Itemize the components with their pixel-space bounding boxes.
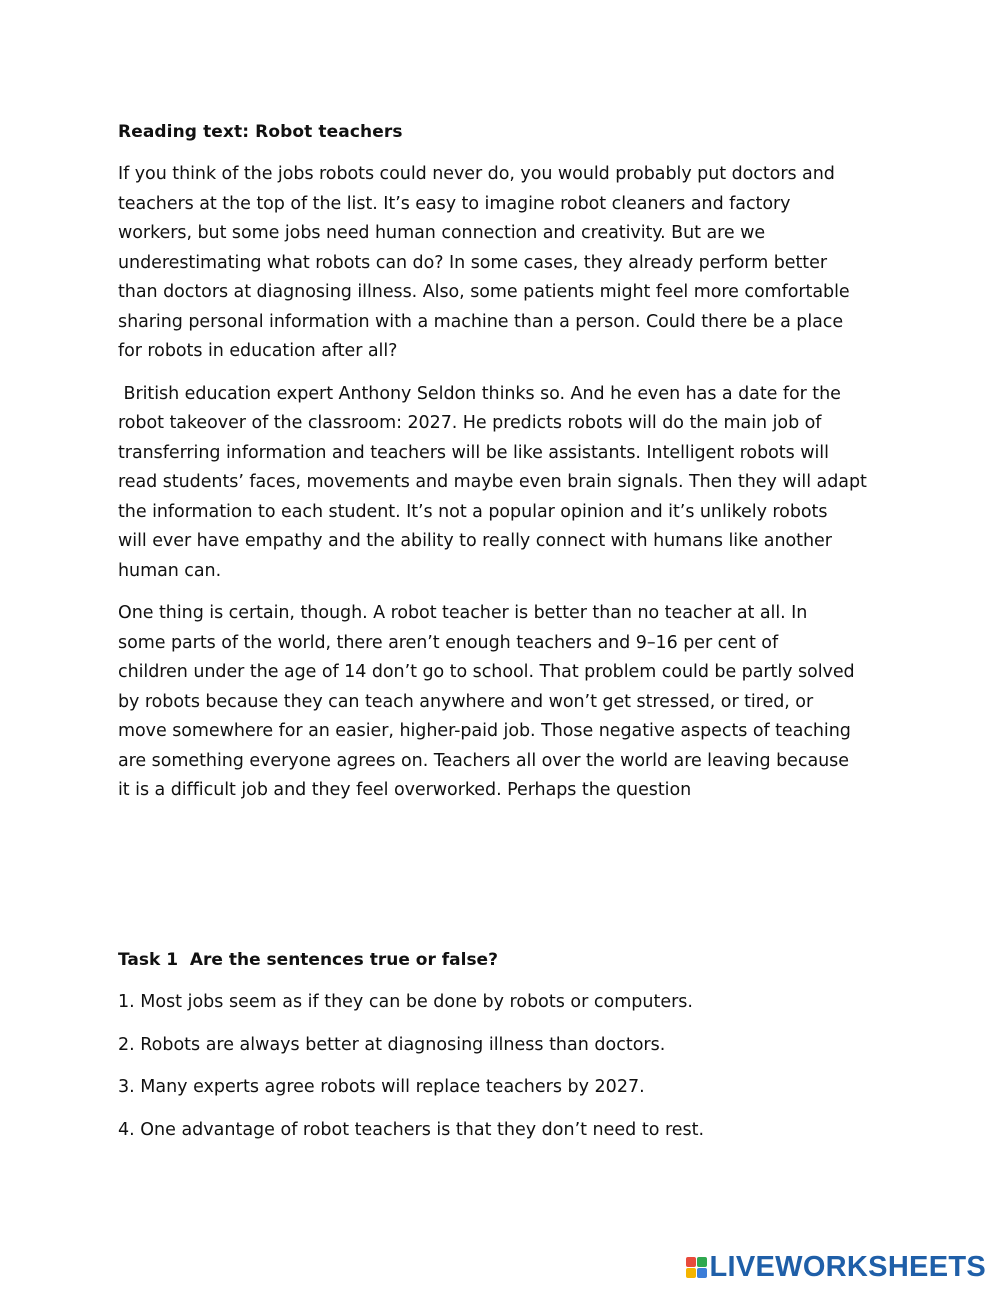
task-statement-1: 1. Most jobs seem as if they can be done by robots or computers.	[118, 992, 693, 1012]
paragraph-2	[118, 380, 888, 587]
logo-square	[686, 1257, 696, 1267]
reading-section	[118, 118, 888, 819]
paragraph-line: sharing personal information with a machine than a person. Could there be a place	[118, 311, 844, 332]
paragraph-line: If you think of the jobs robots could never do, you would probably put doctors and	[118, 164, 835, 184]
paragraph-line: by robots because they can teach anywhere and won’t get stressed, or tired, or	[118, 691, 814, 712]
paragraph-line: the information to each student. It’s not a popular opinion and it’s unlikely robots	[118, 501, 828, 522]
logo-square	[697, 1257, 707, 1267]
paragraph-line: it is a difficult job and they feel overworked. Perhaps the question	[118, 780, 692, 800]
paragraph-line: teachers at the top of the list. It’s easy to imagine robot cleaners and factory	[118, 193, 791, 214]
logo-square	[697, 1268, 707, 1278]
paragraph-line: some parts of the world, there aren’t enough teachers and 9–16 per cent of	[118, 632, 779, 653]
paragraph-line: human can.	[118, 560, 222, 581]
reading-title: Reading text: Robot teachers	[118, 122, 403, 142]
task-statement-2: 2. Robots are always better at diagnosing illness than doctors.	[118, 1034, 666, 1055]
paragraph-line: move somewhere for an easier, higher-paid job. Those negative aspects of teaching	[118, 721, 851, 741]
logo-square	[686, 1268, 696, 1278]
paragraph-line: children under the age of 14 don’t go to school. That problem could be partly solved	[118, 662, 855, 682]
paragraph-line: transferring information and teachers will be like assistants. Intelligent robots will	[118, 442, 829, 463]
paragraph-line: than doctors at diagnosing illness. Also, some patients might feel more comfortable	[118, 282, 850, 302]
paragraph-1	[118, 160, 888, 367]
paragraph-line: read students’ faces, movements and maybe even brain signals. Then they will adapt	[118, 472, 867, 492]
task-statement-3: 3. Many experts agree robots will replace teachers by 2027.	[118, 1077, 645, 1097]
liveworksheets-logo-icon	[686, 1257, 707, 1278]
paragraph-line: One thing is certain, though. A robot teacher is better than no teacher at all. In	[118, 603, 808, 623]
paragraph-line: for robots in education after all?	[118, 341, 398, 361]
paragraph-line: robot takeover of the classroom: 2027. He predicts robots will do the main job of	[118, 413, 822, 433]
paragraph-3	[118, 599, 888, 806]
liveworksheets-logo[interactable]	[686, 1252, 987, 1282]
task-statement-4: 4. One advantage of robot teachers is that they don’t need to rest.	[118, 1119, 705, 1140]
paragraph-line: workers, but some jobs need human connection and creativity. But are we	[118, 223, 766, 243]
paragraph-line: will ever have empathy and the ability to really connect with humans like another	[118, 531, 832, 551]
paragraph-line: British education expert Anthony Seldon thinks so. And he even has a date for the	[118, 383, 841, 404]
task-1-section	[118, 946, 888, 1158]
task-1-title: Task 1 Are the sentences true or false?	[118, 950, 498, 970]
paragraph-line: underestimating what robots can do? In some cases, they already perform better	[118, 252, 827, 273]
paragraph-line: are something everyone agrees on. Teachers all over the world are leaving because	[118, 750, 849, 771]
logo-text: LIVEWORKSHEETS	[709, 1251, 986, 1283]
